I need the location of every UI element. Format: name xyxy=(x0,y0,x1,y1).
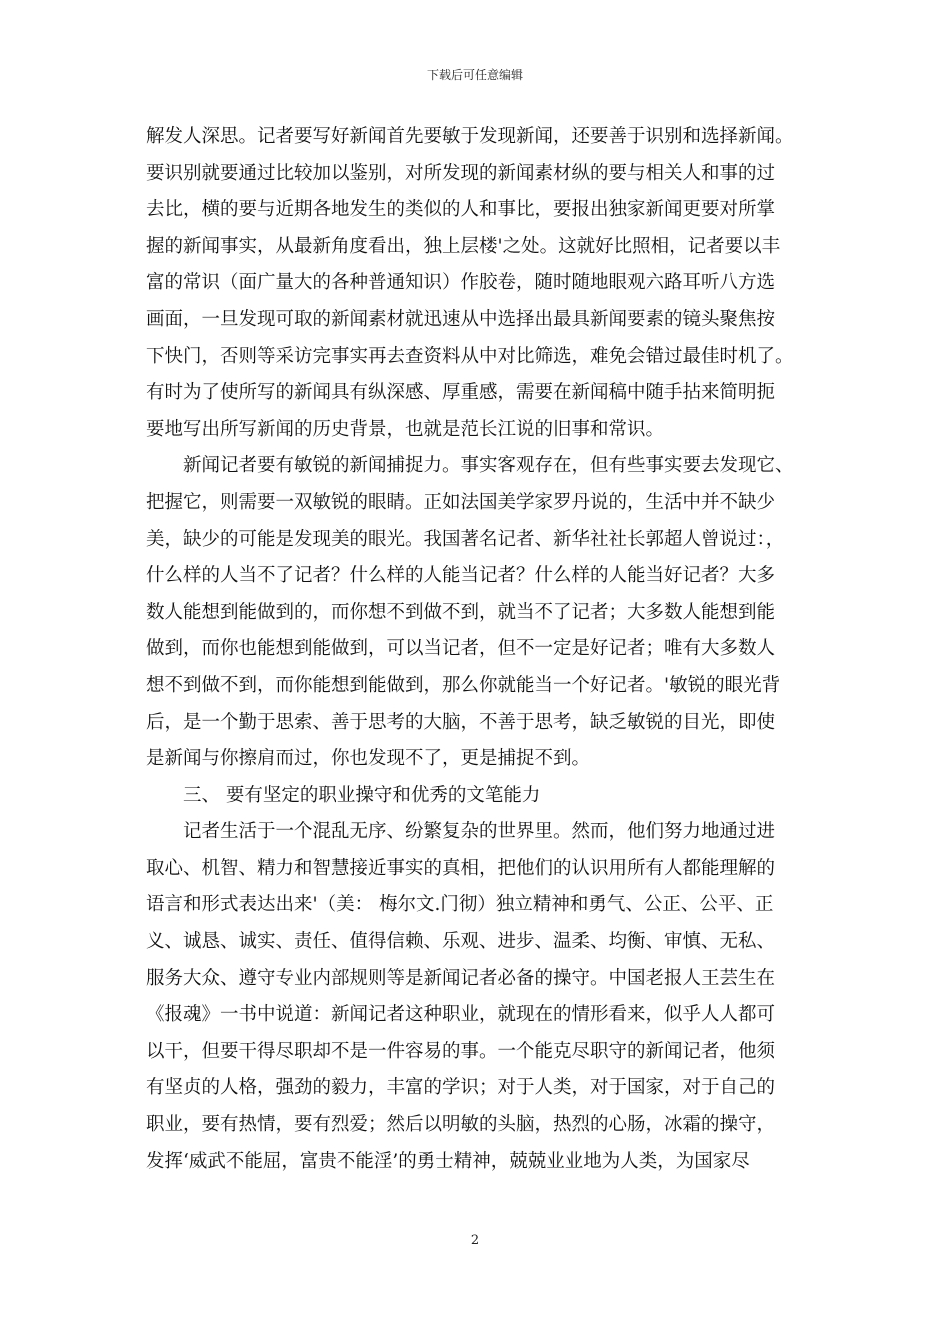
text-line: 想不到做不到，而你能想到能做到，那么你就能当一个好记者。'敏锐的眼光背 xyxy=(146,674,781,696)
page-header: 下载后可任意编辑 xyxy=(426,68,523,82)
text-line: 要地写出所写新闻的历史背景，也就是范长江说的旧事和常识。 xyxy=(146,418,665,440)
text-line: 什么样的人当不了记者？什么样的人能当记者？什么样的人能当好记者？大多 xyxy=(146,565,776,587)
text-line: 有时为了使所写的新闻具有纵深感、厚重感，需要在新闻稿中随手拈来简明扼 xyxy=(146,382,776,404)
text-line: 取心、机智、精力和智慧接近事实的真相，把他们的认识用所有人都能理解的 xyxy=(146,857,776,879)
text-line: 有坚贞的人格，强劲的毅力，丰富的学识；对于人类，对于国家，对于自己的 xyxy=(146,1077,776,1099)
section-heading: 三、 要有坚定的职业操守和优秀的文笔能力 xyxy=(183,784,541,806)
text-line: 以干，但要干得尽职却不是一件容易的事。一个能克尽职守的新闻记者，他须 xyxy=(146,1040,776,1062)
text-line: 职业，要有热情，要有烈爱；然后以明敏的头脑，热烈的心肠，冰霜的操守， xyxy=(146,1114,776,1136)
text-line: 做到，而你也能想到能做到，可以当记者，但不一定是好记者；唯有大多数人 xyxy=(146,638,776,660)
text-line: 后，是一个勤于思索、善于思考的大脑，不善于思考，缺乏敏锐的目光，即使 xyxy=(146,711,776,733)
text-line: 《报魂》一书中说道：新闻记者这种职业，就现在的情形看来，似乎人人都可 xyxy=(146,1004,776,1026)
text-line: 下快门，否则等采访完事实再去查资料从中对比筛选，难免会错过最佳时机了。 xyxy=(146,345,794,367)
body-text xyxy=(146,119,814,1180)
text-line: 服务大众、遵守专业内部规则等是新闻记者必备的操守。中国老报人王芸生在 xyxy=(146,967,776,989)
page-number: 2 xyxy=(470,1233,480,1248)
text-line: 语言和形式表达出来'（美： 梅尔文.门彻）独立精神和勇气、公正、公平、正 xyxy=(146,894,774,916)
text-line: 发挥‘威武不能屈，富贵不能淫’的勇士精神，兢兢业业地为人类，为国家尽 xyxy=(146,1150,750,1172)
text-line: 数人能想到能做到的，而你想不到做不到，就当不了记者；大多数人能想到能 xyxy=(146,601,776,623)
paragraph-first-line: 新闻记者要有敏锐的新闻捕捉力。事实客观存在，但有些事实要去发现它、 xyxy=(183,455,794,477)
text-line: 握的新闻事实，从最新角度看出，独上层楼'之处。这就好比照相，记者要以丰 xyxy=(146,235,781,257)
text-line: 义、诚恳、诚实、责任、值得信赖、乐观、进步、温柔、均衡、审慎、无私、 xyxy=(146,931,776,953)
paragraph-first-line: 记者生活于一个混乱无序、纷繁复杂的世界里。然而，他们努力地通过进 xyxy=(183,821,776,843)
text-line: 去比，横的要与近期各地发生的类似的人和事比，要报出独家新闻更要对所掌 xyxy=(146,199,776,221)
text-line: 是新闻与你擦肩而过，你也发现不了，更是捕捉不到。 xyxy=(146,748,591,770)
text-line: 画面，一旦发现可取的新闻素材就迅速从中选择出最具新闻要素的镜头聚焦按 xyxy=(146,308,776,330)
text-line: 解发人深思。记者要写好新闻首先要敏于发现新闻，还要善于识别和选择新闻。 xyxy=(146,126,794,147)
text-line: 要识别就要通过比较加以鉴别，对所发现的新闻素材纵的要与相关人和事的过 xyxy=(146,162,776,184)
text-line: 富的常识（面广量大的各种普通知识）作胶卷，随时随地眼观六路耳听八方选 xyxy=(146,272,776,294)
text-line: 美，缺少的可能是发现美的眼光。我国著名记者、新华社社长郭超人曾说过：， xyxy=(146,528,785,550)
text-line: 把握它，则需要一双敏锐的眼睛。正如法国美学家罗丹说的，生活中并不缺少 xyxy=(146,491,776,513)
